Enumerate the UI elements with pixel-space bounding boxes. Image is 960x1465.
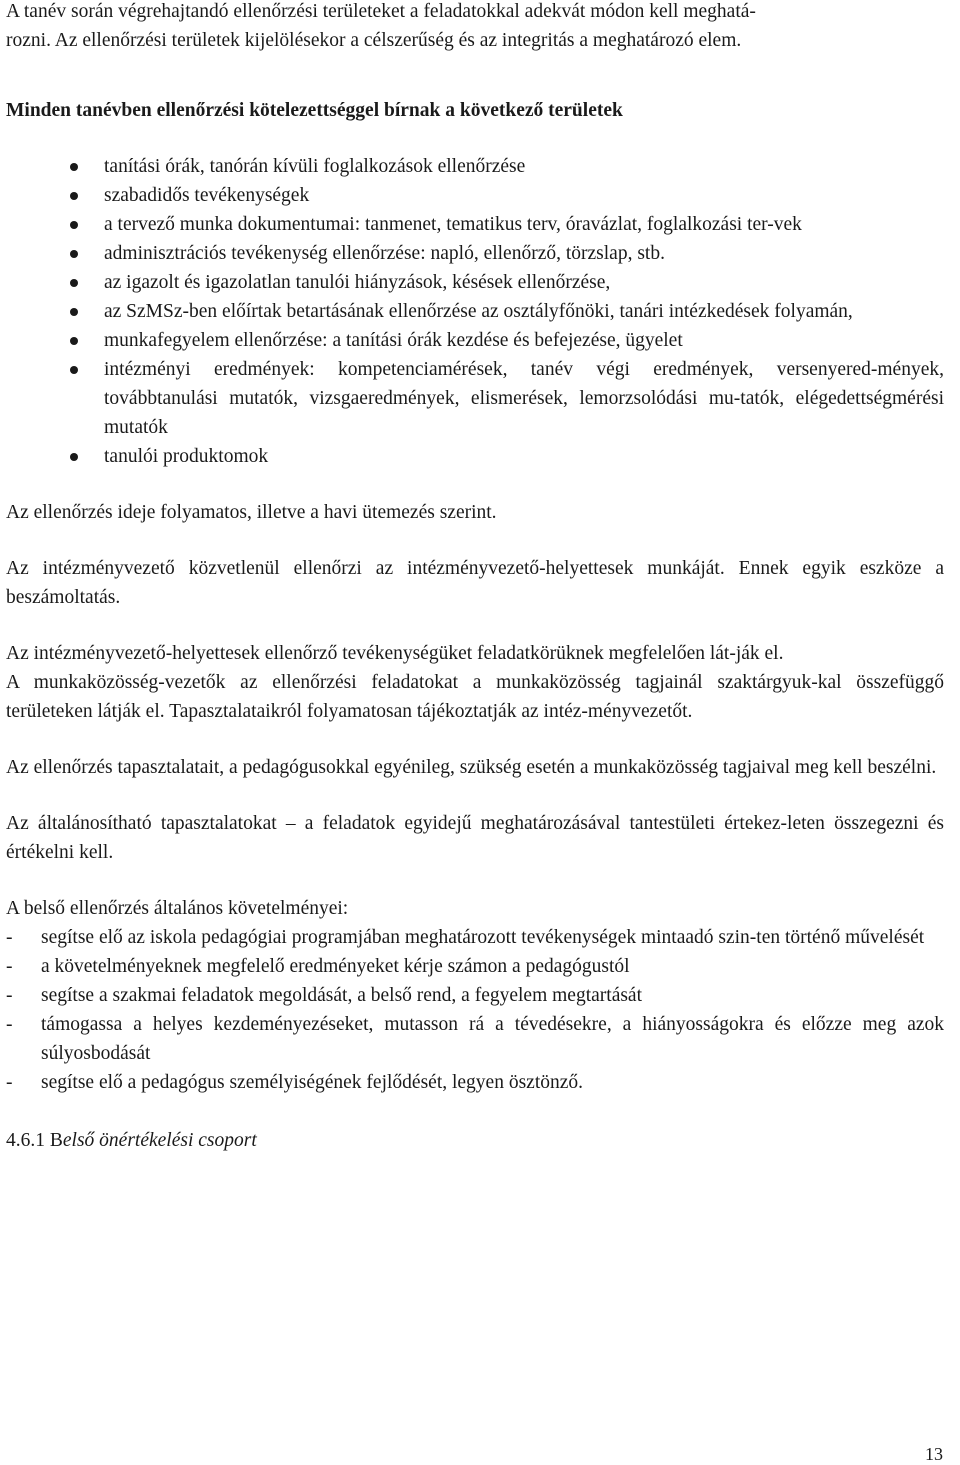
paragraph-team-leaders: A munkaközösség-vezetők az ellenőrzési feladatokat a munkaközösség tagjainál szaktárgyuk-kal összefüggő területeken látják el. Tapasztalataikról folyamatosan tájékoztatják az intéz-ményvezetőt. xyxy=(6,672,944,722)
bullet-icon xyxy=(70,250,78,258)
list-item: tanulói produktomok xyxy=(6,442,944,471)
paragraph-director: Az intézményvezető közvetlenül ellenőrzi az intézményvezető-helyettesek munkáját. Ennek egyik eszköze a beszámoltatás. xyxy=(6,558,944,608)
bullet-icon xyxy=(70,279,78,287)
list-item: - segítse a szakmai feladatok megoldását, a belső rend, a fegyelem megtartását xyxy=(6,985,643,1006)
paragraph-timing: Az ellenőrzés ideje folyamatos, illetve a havi ütemezés szerint. xyxy=(6,502,497,523)
bullet-icon xyxy=(70,308,78,316)
list-item: - a követelményeknek megfelelő eredményeket kérje számon a pedagógustól xyxy=(6,956,630,977)
list-item: intézményi eredmények: kompetenciamérések, tanév végi eredmények, versenyered-mények, továbbtanulási mutatók, vizsgaeredmények, elismerések, lemorzsolódási mu-tatók, elégedettségmérési mutatók xyxy=(6,355,944,442)
bullet-icon xyxy=(70,337,78,345)
list-item: az igazolt és igazolatlan tanulói hiányzások, késések ellenőrzése, xyxy=(6,268,944,297)
bullet-icon xyxy=(70,453,78,461)
section-title-text: első önértékelési csoport xyxy=(62,1130,257,1151)
intro-line-1: A tanév során végrehajtandó ellenőrzési területeket a feladatokkal adekvát módon kell meghatá- xyxy=(6,1,756,22)
list-item: - segítse elő az iskola pedagógiai programjában meghatározott tevékenységek mintaadó szin-ten történő művelését xyxy=(6,927,925,948)
inspection-areas-list xyxy=(6,152,944,471)
list-item: a tervező munka dokumentumai: tanmenet, tematikus terv, óravázlat, foglalkozási ter-vek xyxy=(6,210,944,239)
page-number: 13 xyxy=(925,1444,943,1464)
paragraph-generalizable: Az általánosítható tapasztalatokat – a feladatok egyidejű meghatározásával tantestületi értekez-leten összegezni és értékelni kell. xyxy=(6,813,944,863)
section-title xyxy=(6,1126,944,1155)
bullet-icon xyxy=(70,366,78,374)
bullet-icon xyxy=(70,221,78,229)
intro-line-2: rozni. Az ellenőrzési területek kijelölésekor a célszerűség és az integritás a meghatározó elem. xyxy=(6,30,742,51)
list-item: tanítási órák, tanórán kívüli foglalkozások ellenőrzése xyxy=(6,152,944,181)
list-item: az SzMSz-ben előírtak betartásának ellenőrzése az osztályfőnöki, tanári intézkedések folyamán, xyxy=(6,297,944,326)
requirements-title: A belső ellenőrzés általános követelményei: xyxy=(6,898,349,919)
list-item: munkafegyelem ellenőrzése: a tanítási órák kezdése és befejezése, ügyelet xyxy=(6,326,944,355)
list-item: adminisztrációs tevékenység ellenőrzése: napló, ellenőrző, törzslap, stb. xyxy=(6,239,944,268)
list-item: - támogassa a helyes kezdeményezéseket, mutasson rá a tévedésekre, a hiányosságokra és előzze meg azok súlyosbodását xyxy=(6,1014,944,1064)
section-number: 4.6.1 B xyxy=(6,1130,63,1151)
document-page xyxy=(6,0,944,1155)
list-item: - segítse elő a pedagógus személyiségének fejlődését, legyen ösztönző. xyxy=(6,1072,584,1093)
bullet-icon xyxy=(70,192,78,200)
paragraph-deputies: Az intézményvezető-helyettesek ellenőrző tevékenységüket feladatkörüknek megfelelően lát-ják el. xyxy=(6,643,784,664)
list-item: szabadidős tevékenységek xyxy=(6,181,944,210)
paragraph-experiences: Az ellenőrzés tapasztalatait, a pedagógusokkal egyénileg, szükség esetén a munkaközösség tagjaival meg kell beszélni. xyxy=(6,757,937,778)
bullet-icon xyxy=(70,163,78,171)
requirements-list xyxy=(6,923,944,1097)
inspection-areas-heading: Minden tanévben ellenőrzési kötelezettséggel bírnak a következő területek xyxy=(6,100,623,121)
